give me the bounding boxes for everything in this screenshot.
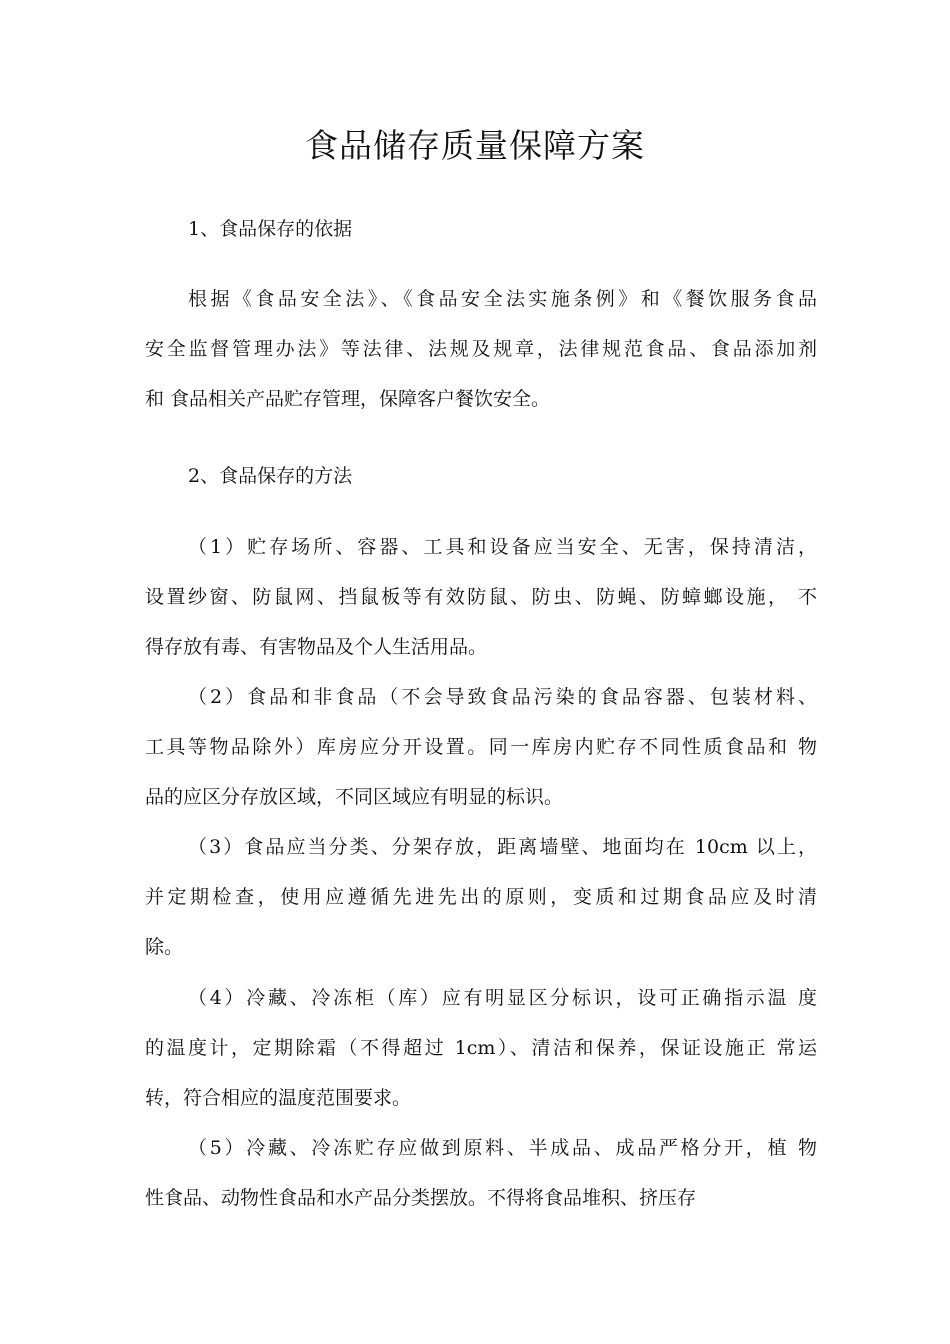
section2-item-4 <box>145 973 817 1123</box>
section1-paragraph <box>145 274 817 424</box>
paragraph-line: （5）冷藏、冷冻贮存应做到原料、半成品、成品严格分开，植 物 <box>188 1137 817 1159</box>
paragraph-line: 的温度计，定期除霜（不得超过 1cm）、清洁和保养，保证设施正 常运 <box>145 1037 817 1059</box>
section1-heading: 1、食品保存的依据 <box>188 218 353 240</box>
paragraph-line: 工具等物品除外）库房应分开设置。同一库房内贮存不同性质食品和 物 <box>145 736 817 758</box>
section2-item-1 <box>145 522 817 672</box>
paragraph-line: 根据《食品安全法》、《食品安全法实施条例》和《餐饮服务食品 <box>188 288 817 310</box>
paragraph-line: （3）食品应当分类、分架存放，距离墙壁、地面均在 10cm 以上， <box>188 836 817 858</box>
paragraph-line: 品的应区分存放区域，不同区域应有明显的标识。 <box>145 786 564 808</box>
paragraph-line: 并定期检查，使用应遵循先进先出的原则，变质和过期食品应及时清 <box>145 886 817 908</box>
paragraph-line: 除。 <box>145 936 184 958</box>
paragraph-line: 性食品、动物性食品和水产品分类摆放。不得将食品堆积、挤压存 <box>145 1187 697 1209</box>
paragraph-line: 设置纱窗、防鼠网、挡鼠板等有效防鼠、防虫、防蝇、防蟑螂设施， 不 <box>145 586 817 608</box>
paragraph-line: 转，符合相应的温度范围要求。 <box>145 1087 412 1109</box>
paragraph-line: （2）食品和非食品（不会导致食品污染的食品容器、包装材料、 <box>188 686 817 708</box>
section2-heading: 2、食品保存的方法 <box>188 465 353 487</box>
paragraph-line: 得存放有毒、有害物品及个人生活用品。 <box>145 636 488 658</box>
section2-item-2 <box>145 672 817 822</box>
document-title: 食品储存质量保障方案 <box>305 126 645 165</box>
paragraph-line: （1）贮存场所、容器、工具和设备应当安全、无害，保持清洁， <box>188 536 817 558</box>
paragraph-line: 安全监督管理办法》等法律、法规及规章，法律规范食品、食品添加剂 <box>145 338 817 360</box>
section2-item-5 <box>145 1123 817 1223</box>
section2-item-3 <box>145 822 817 972</box>
paragraph-line: 和 食品相关产品贮存管理，保障客户餐饮安全。 <box>145 388 551 410</box>
paragraph-line: （4）冷藏、冷冻柜（库）应有明显区分标识，设可正确指示温 度 <box>188 987 817 1009</box>
